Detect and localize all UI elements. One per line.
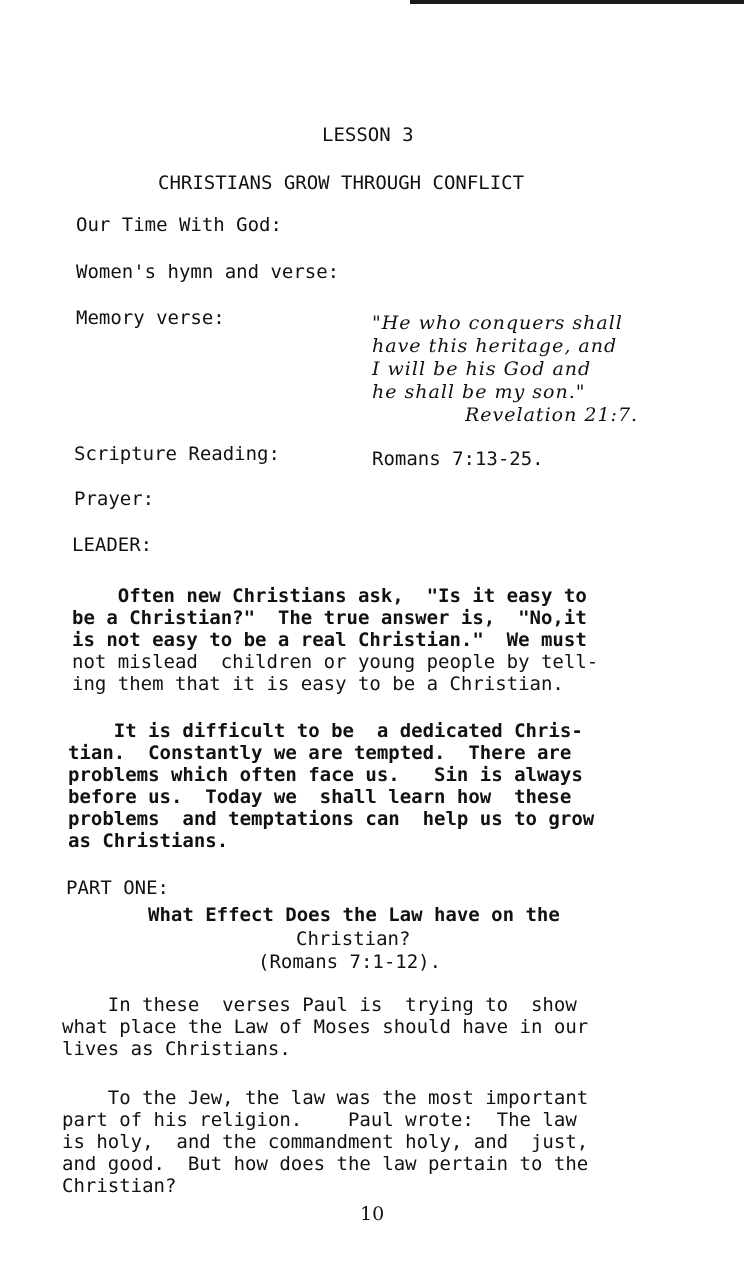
paragraph-line: what place the Law of Moses should have in our — [62, 1016, 589, 1038]
memory-verse-line: I will be his God and — [372, 358, 592, 380]
memory-verse-reference: Revelation 21:7. — [465, 404, 639, 426]
memory-verse-text — [372, 312, 623, 404]
memory-verse-line: "He who conquers shall — [372, 312, 623, 334]
paragraph-line: not mislead children or young people by tell- — [72, 651, 599, 673]
paragraph-line: To the Jew, the law was the most important — [62, 1087, 589, 1109]
paragraph-line: problems and temptations can help us to grow — [68, 808, 595, 830]
paragraph-line: is holy, and the commandment holy, and just, — [62, 1131, 589, 1153]
prayer-label: Prayer: — [74, 488, 155, 510]
paragraph-intro — [72, 585, 598, 695]
paragraph-verses — [62, 994, 588, 1060]
scan-edge-mark — [410, 0, 744, 4]
paragraph-line: before us. Today we shall learn how these — [68, 786, 572, 808]
paragraph-line: and good. But how does the law pertain to the — [62, 1153, 589, 1175]
paragraph-line: as Christians. — [68, 830, 229, 852]
part-one-question: What Effect Does the Law have on the — [148, 904, 560, 926]
part-one-heading: PART ONE: — [66, 877, 169, 899]
lesson-title: CHRISTIANS GROW THROUGH CONFLICT — [158, 172, 525, 194]
leader-label: LEADER: — [72, 534, 153, 556]
scripture-reference: Romans 7:13-25. — [372, 448, 544, 470]
paragraph-line: part of his religion. Paul wrote: The law — [62, 1109, 577, 1131]
paragraph-line: ing them that it is easy to be a Christian. — [72, 673, 564, 695]
paragraph-line: is not easy to be a real Christian." We must — [72, 629, 587, 651]
lesson-number: LESSON 3 — [322, 124, 414, 146]
paragraph-difficult — [68, 720, 594, 852]
part-one-question-cont: Christian? — [296, 928, 411, 950]
paragraph-law — [62, 1087, 588, 1197]
paragraph-line: problems which often face us. Sin is always — [68, 764, 583, 786]
part-one-reference: (Romans 7:1-12). — [258, 951, 442, 973]
paragraph-line: lives as Christians. — [62, 1038, 291, 1060]
paragraph-line: It is difficult to be a dedicated Chris- — [68, 720, 583, 742]
paragraph-line: tian. Constantly we are tempted. There are — [68, 742, 572, 764]
time-with-god-label: Our Time With God: — [76, 214, 282, 236]
memory-verse-line: have this heritage, and — [372, 335, 618, 357]
paragraph-line: Often new Christians ask, "Is it easy to — [72, 585, 587, 607]
memory-verse-label: Memory verse: — [76, 307, 225, 329]
paragraph-line: Christian? — [62, 1175, 177, 1197]
scripture-reading-label: Scripture Reading: — [74, 443, 280, 465]
paragraph-line: In these verses Paul is trying to show — [62, 994, 577, 1016]
page-number: 10 — [360, 1203, 385, 1225]
hymn-label: Women's hymn and verse: — [76, 261, 340, 283]
paragraph-line: be a Christian?" The true answer is, "No,it — [72, 607, 587, 629]
memory-verse-line: he shall be my son." — [372, 381, 586, 403]
